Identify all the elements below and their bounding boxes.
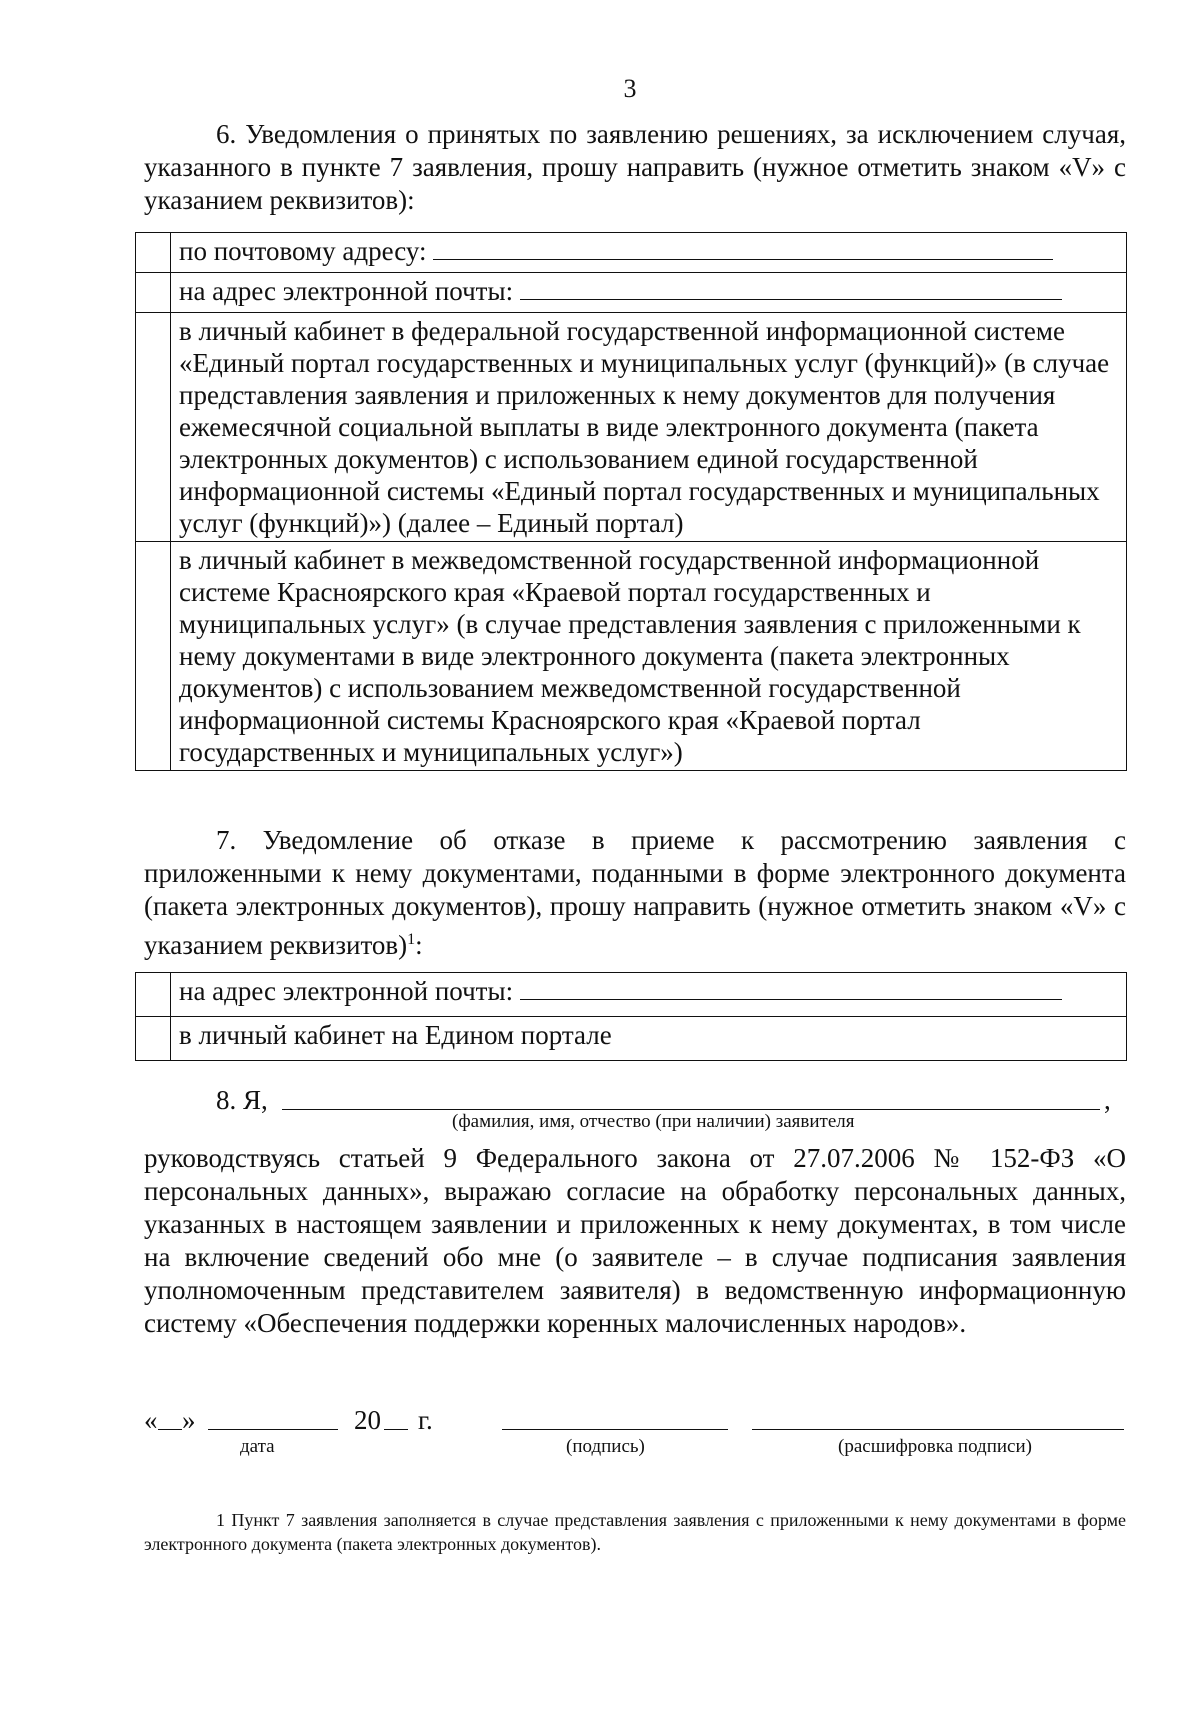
signature-caption: (подпись) [566, 1436, 645, 1457]
section-7-text [144, 824, 1126, 962]
option-postal-label: по почтовому адресу: [179, 236, 427, 266]
option-email-label: на адрес электронной почты: [179, 276, 514, 306]
applicant-name-caption: (фамилия, имя, отчество (при наличии) заявителя [452, 1111, 855, 1132]
option-email [171, 273, 1127, 313]
postal-address-field[interactable] [433, 237, 1053, 260]
checkbox-refusal-email[interactable] [136, 973, 171, 1017]
footnote-ref: 1 [407, 931, 416, 948]
checkbox-federal-portal[interactable] [136, 313, 171, 542]
section-8-prefix: 8. Я, [216, 1085, 268, 1115]
date-year-field[interactable] [384, 1428, 408, 1430]
option-refusal-email [171, 973, 1127, 1017]
section-8-consent-text: руководствуясь статьей 9 Федерального закона от 27.07.2006 № 152-ФЗ «О персональных данных», выражаю согласие на обработку персональных данных, указанных в настоящем заявлении и приложенных к нему документах, в том числе на включение сведений обо мне (о заявителе – в случае подписания заявления уполномоченным представителем заявителя) в ведомственную информационную систему «Обеспечения поддержки коренных малочисленных народов». [144, 1143, 1126, 1338]
checkbox-regional-portal[interactable] [136, 542, 171, 771]
date-year-suffix: г. [418, 1405, 433, 1435]
option-refusal-portal: в личный кабинет на Едином портале [171, 1017, 1127, 1061]
option-postal [171, 233, 1127, 273]
applicant-name-field[interactable] [282, 1108, 1100, 1110]
section-7-colon: : [415, 930, 423, 960]
checkbox-refusal-portal[interactable] [136, 1017, 171, 1061]
signature-field[interactable] [502, 1428, 728, 1430]
section-7-body: 7. Уведомление об отказе в приеме к рассмотрению заявления с приложенными к нему документами, поданными в форме электронного документа (пакета электронных документов), прошу направить (нужное отметить знаком «V» с указанием реквизитов) [144, 825, 1126, 960]
refusal-email-field[interactable] [520, 977, 1062, 1000]
section-6-text [144, 118, 1126, 217]
section-7-options-table [135, 972, 1127, 1061]
section-8-suffix: , [1104, 1085, 1111, 1115]
option-regional-portal: в личный кабинет в межведомственной государственной информационной системе Красноярского края «Краевой портал государственных и муниципальных услуг» (в случае представления заявления с приложенными к нему документами в виде электронного документа (пакета электронных документов) с использованием межведомственной государственной информационной системы Красноярского края «Краевой портал государственных и муниципальных услуг») [171, 542, 1127, 771]
footnote: 1 Пункт 7 заявления заполняется в случае представления заявления с приложенными к нему документами в форме электронного документа (пакета электронных документов). [144, 1510, 1126, 1554]
date-day-field[interactable] [158, 1428, 182, 1430]
signature-decode-caption: (расшифровка подписи) [838, 1436, 1032, 1457]
signature-decode-field[interactable] [752, 1428, 1124, 1430]
option-refusal-email-label: на адрес электронной почты: [179, 976, 514, 1006]
checkbox-email[interactable] [136, 273, 171, 313]
page-number: 3 [623, 74, 637, 103]
date-close-quote: » [182, 1405, 196, 1435]
date-caption: дата [240, 1436, 275, 1457]
email-address-field[interactable] [520, 277, 1062, 300]
option-federal-portal: в личный кабинет в федеральной государственной информационной системе «Единый портал государственных и муниципальных услуг (функций)» (в случае представления заявления и приложенных к нему документов для получения ежемесячной социальной выплаты в виде электронного документа (пакета электронных документов) с использованием единой государственной информационной системы «Единый портал государственных и муниципальных услуг (функций)») (далее – Единый портал) [171, 313, 1127, 542]
date-year-prefix: 20 [354, 1405, 381, 1435]
section-6-body: 6. Уведомления о принятых по заявлению решениях, за исключением случая, указанного в пункте 7 заявления, прошу направить (нужное отметить знаком «V» с указанием реквизитов): [144, 119, 1126, 215]
section-6-options-table [135, 232, 1127, 771]
date-open-quote: « [144, 1405, 158, 1435]
checkbox-postal[interactable] [136, 233, 171, 273]
date-month-field[interactable] [208, 1428, 338, 1430]
